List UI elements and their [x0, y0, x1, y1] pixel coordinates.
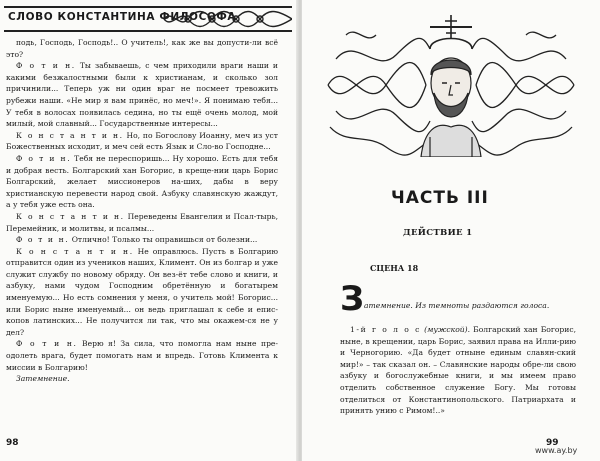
- speaker-name: К о н с т а н т и н.: [16, 211, 125, 221]
- watermark: www.ay.by: [535, 446, 578, 455]
- dialogue-text: Не оправлюсь. Пусть в Болгарию отправится один из учеников наших, Климент. Он из болгар и уже служит службу по новому обряду. Он вез-ёт тебе слово и книги, и азбуку, нами чудом Господним обретённую и богатырем именуемую... Но есть сомнения у меня, о учитель мой! Богорис... или Борис ныне именуемый... он ведь приглашал к себе и епис-копов латинских... Не получится ли так, что мы окажем-ся не у дел?: [6, 246, 279, 337]
- paragraph: [6, 234, 278, 246]
- saint-portrait: [421, 58, 481, 157]
- dialogue-text: Верю я! За сила, что помогла нам ныне пре-одолеть врага, будет помогать нам и впредь. Готовь Климента к миссии в Болгарию!: [6, 339, 278, 372]
- paragraph: [6, 37, 278, 60]
- knotwork-border-icon: [164, 8, 292, 30]
- speaker-name: Ф о т и н.: [16, 153, 72, 163]
- dialogue-text: подь, Господь, Господь!.. О учитель!, как же вы допусти-ли всё это?: [6, 38, 278, 59]
- dialogue-text: Ты забываешь, с чем приходили враги наши и какими безжалостными были к христианам, и сколько зол причинили... Теперь уж ни один враг не посмеет тревожить рубежи наши. «Не мир я вам принёс, но меч!». Я понимаю тебя... У тебя в волосах появилась седина, но ты ещё очень молод, мой милый, мой славный... Государственные интересы...: [6, 61, 278, 129]
- stage-direction: (мужской).: [421, 325, 474, 334]
- paragraph: [6, 338, 278, 373]
- speaker-name: Ф о т и н.: [16, 235, 70, 245]
- paragraph: [6, 246, 278, 339]
- stage-direction-text: атемнение. Из темноты раздаются голоса.: [364, 301, 550, 310]
- paragraph: [6, 373, 278, 385]
- speaker-name: Ф о т и н.: [16, 339, 78, 349]
- stage-direction: Затемнение.: [16, 374, 70, 384]
- scene-title: СЦЕНА 18: [370, 263, 419, 273]
- illustration-portrait-knotwork: [326, 15, 576, 157]
- right-page-body-text: [340, 324, 576, 417]
- speaker-name: К о н с т а н т и н.: [16, 130, 124, 140]
- paragraph: [6, 130, 278, 153]
- left-page: [0, 0, 298, 461]
- paragraph: [6, 153, 278, 211]
- page-number-left: 98: [6, 438, 19, 448]
- opening-stage-direction: [340, 279, 576, 319]
- paragraph: [6, 60, 278, 130]
- running-head: [4, 6, 292, 32]
- dialogue-text: Отлично! Только ты оправишься от болезни...: [69, 235, 258, 245]
- drop-cap: З: [340, 279, 365, 319]
- running-head-title: СЛОВО КОНСТАНТИНА ФИЛОСОФА: [8, 11, 237, 23]
- part-title: ЧАСТЬ III: [391, 188, 489, 208]
- paragraph: [340, 324, 576, 417]
- page-number-right: 99: [546, 438, 559, 448]
- dialogue-text: Тебя не переспоришь... Ну хорошо. Есть для тебя и добрая весть. Болгарский хан Богорис, в креще-нии царь Борис Болгарский, желает миссионеров на-ших, дабы в веру христианскую перевести народ свой. Азбуку славянскую жаждут, а у тебя уже есть она.: [6, 153, 278, 210]
- paragraph: [6, 211, 278, 234]
- speaker-name: Ф о т и н.: [16, 61, 76, 71]
- dialogue-text: Но, по Богослову Иоанну, меч из уст Божественных исходит, и меч сей есть Язык и Сло-во Господне...: [6, 130, 278, 152]
- dialogue-text: Переведены Евангелия и Псал-тырь, Перемейник, и молитвы, и псалмы...: [6, 211, 278, 233]
- speaker-name: К о н с т а н т и н.: [16, 246, 134, 256]
- dialogue-text: Болгарский хан Богорис, ныне, в крещении, царь Борис, заявил права на Илли-рию и Черногорию. «Да будет отныне единым славян-ский мир!» – так сказал он. – Славянские народы обре-ли свою азбуку и богослужебные книги, и мы имеем право отделить собственное служение Богу. Мы готовы отделиться от Константинопольского. Патриархата и принять унию с Римом!..»: [340, 325, 576, 416]
- speaker-name: 1-й г о л о с: [350, 325, 421, 334]
- left-page-body-text: [6, 37, 278, 385]
- act-title: ДЕЙСТВИЕ 1: [403, 228, 473, 238]
